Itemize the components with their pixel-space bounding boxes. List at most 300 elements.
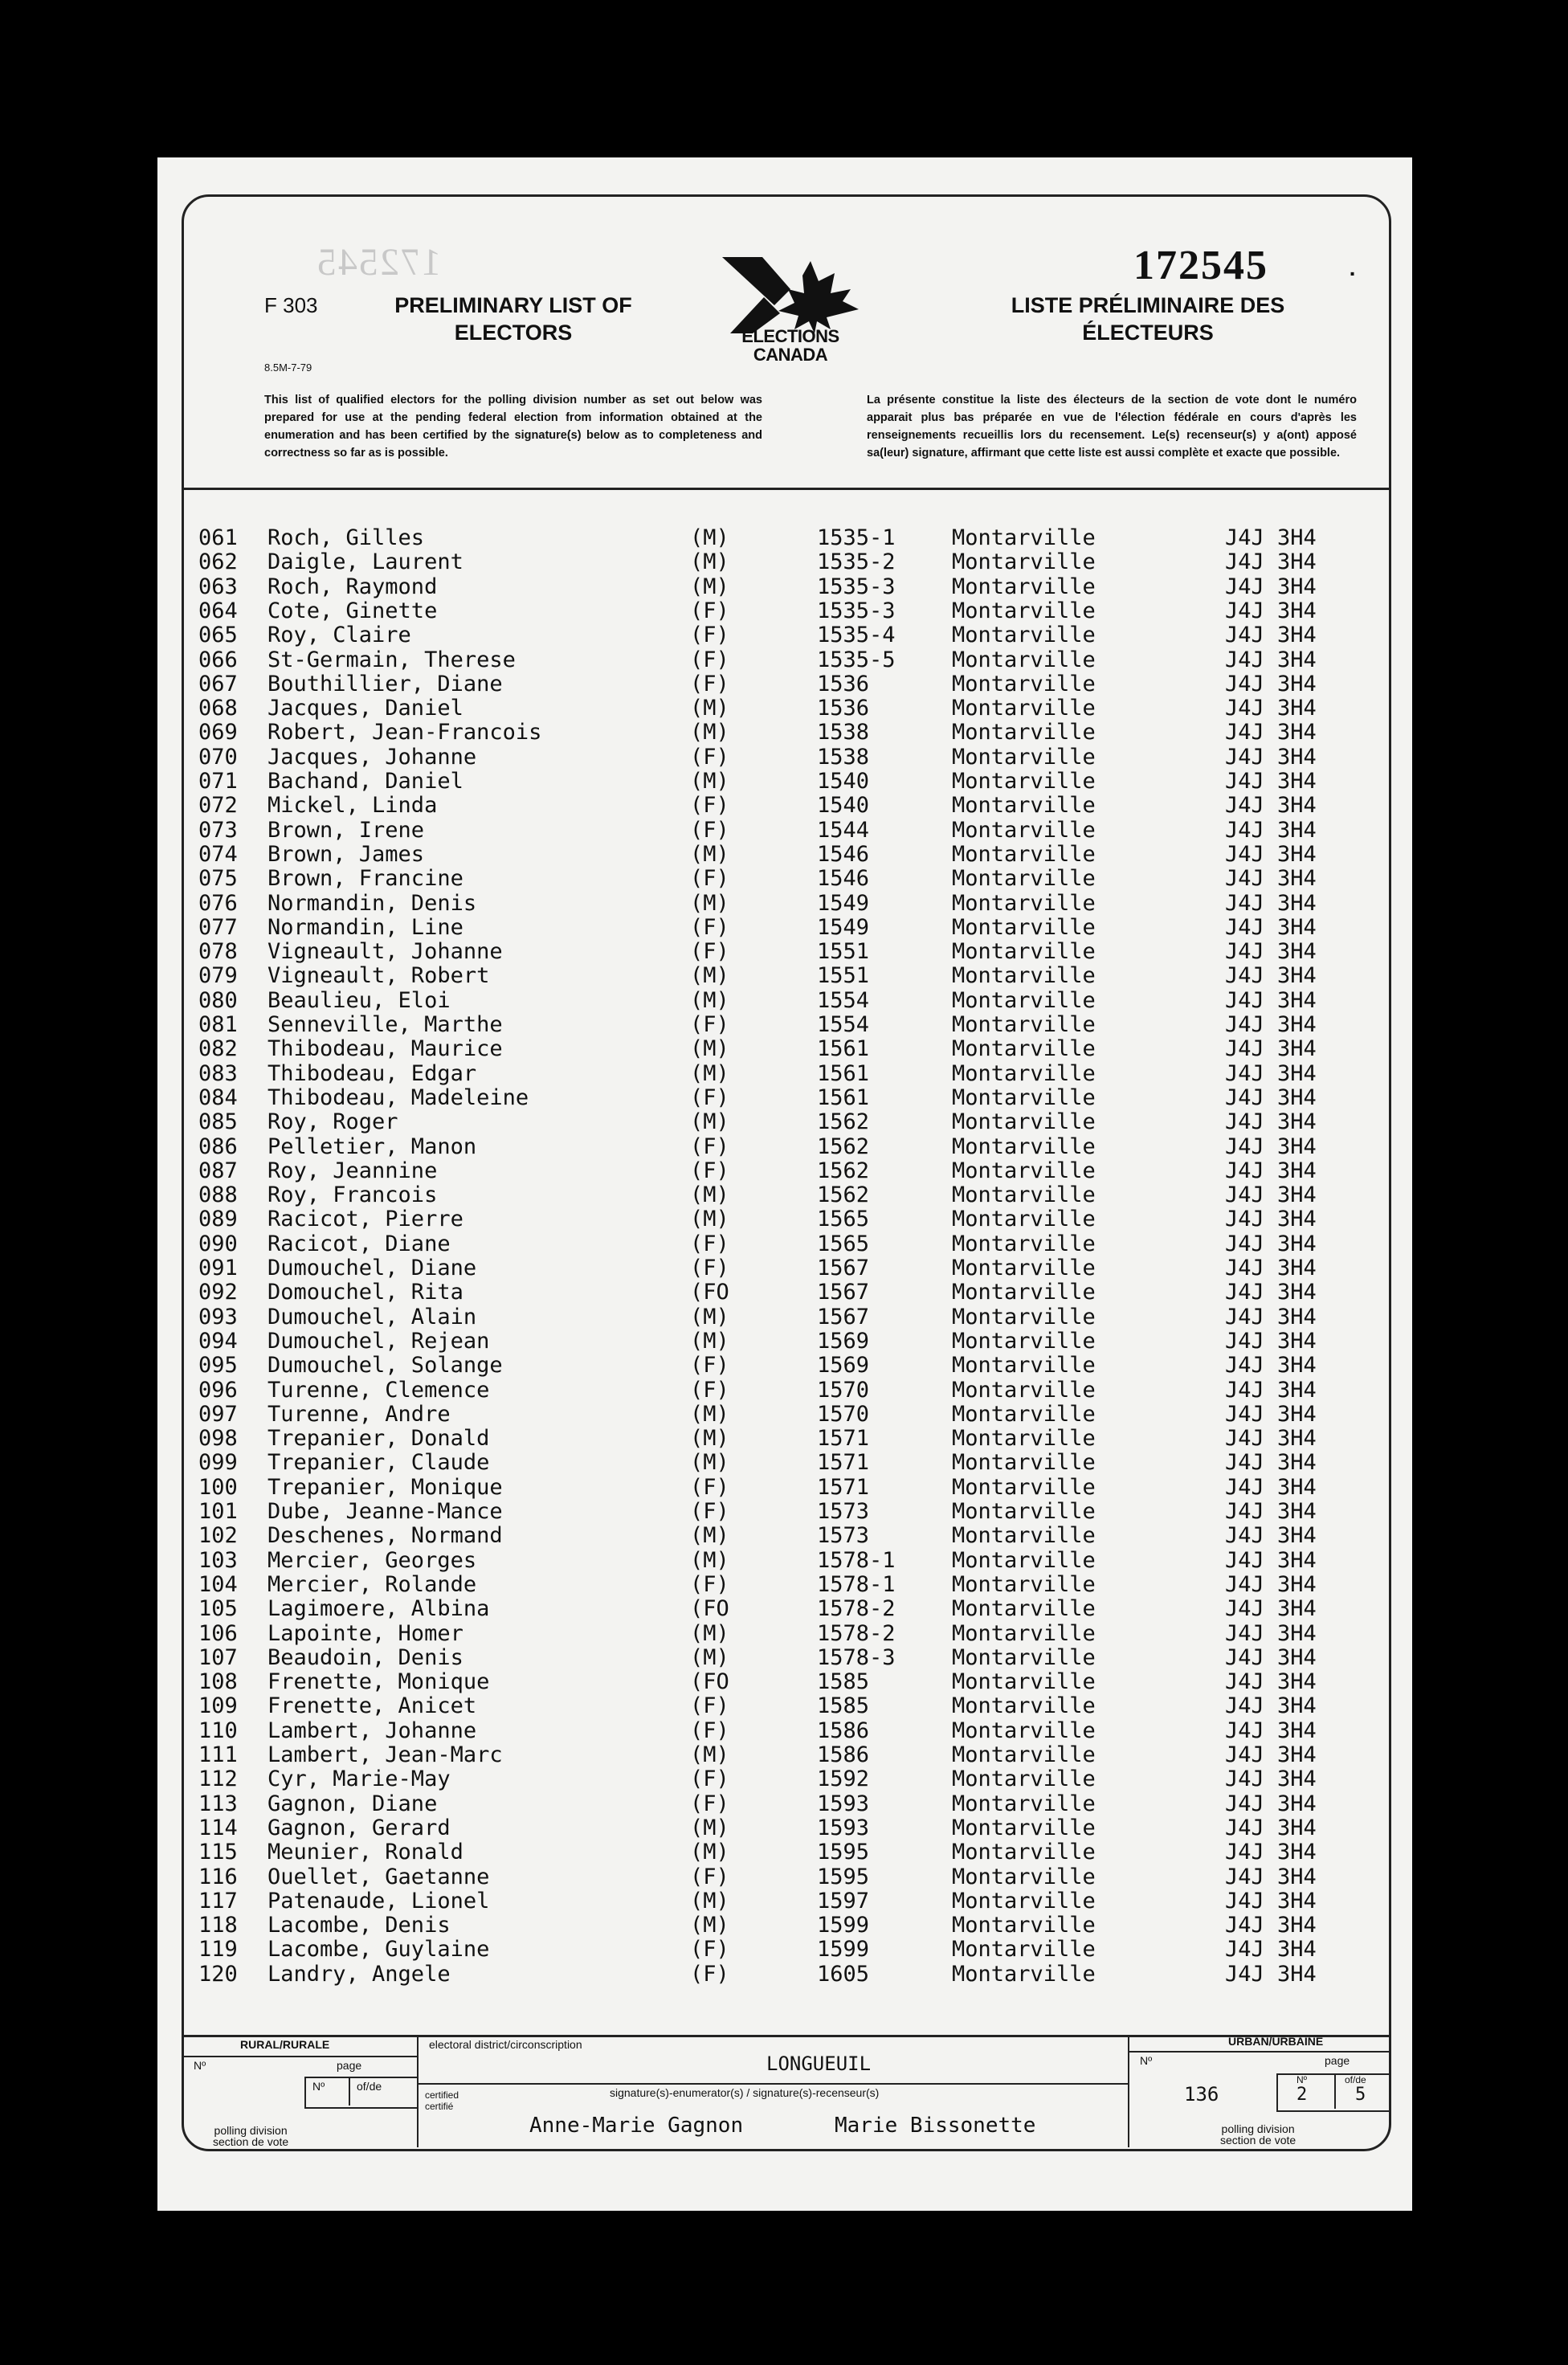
elector-sex: (F) bbox=[690, 1158, 729, 1183]
elector-postal-code: J4J 3H4 bbox=[1225, 1353, 1317, 1379]
elector-postal-code: J4J 3H4 bbox=[1225, 671, 1317, 696]
elector-postal-code: J4J 3H4 bbox=[1225, 1304, 1317, 1330]
elector-postal-code: J4J 3H4 bbox=[1225, 1523, 1317, 1549]
elector-number: 075 bbox=[198, 866, 238, 892]
elector-address: 1567 bbox=[817, 1304, 870, 1330]
elector-sex: (F) bbox=[690, 1499, 729, 1524]
elector-street: Montarville bbox=[952, 1401, 1096, 1427]
title-french: LISTE PRÉLIMINAIRE DES ÉLECTEURS bbox=[1011, 293, 1285, 345]
elector-name: Landry, Angele bbox=[267, 1961, 451, 1987]
elector-address: 1535-2 bbox=[817, 549, 896, 575]
elector-address: 1538 bbox=[817, 720, 870, 745]
elector-address: 1570 bbox=[817, 1377, 870, 1403]
elector-number: 093 bbox=[198, 1304, 238, 1330]
elector-postal-code: J4J 3H4 bbox=[1225, 1401, 1317, 1427]
footer bbox=[184, 2035, 1389, 2149]
elector-street: Montarville bbox=[952, 1012, 1096, 1037]
elector-postal-code: J4J 3H4 bbox=[1225, 841, 1317, 867]
elector-number: 073 bbox=[198, 817, 238, 843]
elector-street: Montarville bbox=[952, 1231, 1096, 1256]
elector-postal-code: J4J 3H4 bbox=[1225, 1109, 1317, 1135]
elector-address: 1578-1 bbox=[817, 1571, 896, 1597]
elector-street: Montarville bbox=[952, 1426, 1096, 1452]
elector-name: Roy, Francois bbox=[267, 1182, 438, 1208]
elector-name: Lagimoere, Albina bbox=[267, 1596, 490, 1622]
elector-street: Montarville bbox=[952, 1450, 1096, 1476]
elector-name: Robert, Jean-Francois bbox=[267, 720, 542, 745]
elector-address: 1562 bbox=[817, 1133, 870, 1159]
elector-name: Turenne, Clemence bbox=[267, 1377, 490, 1403]
elector-street: Montarville bbox=[952, 1742, 1096, 1767]
elector-address: 1536 bbox=[817, 671, 870, 696]
elector-postal-code: J4J 3H4 bbox=[1225, 1840, 1317, 1865]
elector-street: Montarville bbox=[952, 1840, 1096, 1865]
elector-number: 086 bbox=[198, 1133, 238, 1159]
elector-sex: (M) bbox=[690, 1644, 729, 1670]
elector-address: 1569 bbox=[817, 1353, 870, 1379]
elector-sex: (M) bbox=[690, 1182, 729, 1208]
elector-street: Montarville bbox=[952, 1718, 1096, 1743]
elector-sex: (M) bbox=[690, 1328, 729, 1354]
elector-name: Ouellet, Gaetanne bbox=[267, 1864, 490, 1889]
elector-address: 1585 bbox=[817, 1669, 870, 1695]
elector-number: 064 bbox=[198, 598, 238, 623]
signature-2: Marie Bissonette bbox=[835, 2114, 1036, 2138]
elector-sex: (F) bbox=[690, 1937, 729, 1963]
elector-street: Montarville bbox=[952, 1888, 1096, 1914]
elector-postal-code: J4J 3H4 bbox=[1225, 1767, 1317, 1792]
elector-address: 1538 bbox=[817, 744, 870, 770]
elector-sex: (M) bbox=[690, 1888, 729, 1914]
elector-sex: (M) bbox=[690, 1523, 729, 1549]
elector-postal-code: J4J 3H4 bbox=[1225, 1036, 1317, 1062]
elector-number: 069 bbox=[198, 720, 238, 745]
elector-name: Lapointe, Homer bbox=[267, 1620, 463, 1646]
elector-number: 120 bbox=[198, 1961, 238, 1987]
elector-name: Thibodeau, Madeleine bbox=[267, 1084, 529, 1110]
elector-street: Montarville bbox=[952, 1304, 1096, 1330]
elector-address: 1549 bbox=[817, 914, 870, 940]
elector-address: 1585 bbox=[817, 1693, 870, 1719]
elector-street: Montarville bbox=[952, 1669, 1096, 1695]
elector-address: 1554 bbox=[817, 1012, 870, 1037]
elector-number: 076 bbox=[198, 890, 238, 916]
elector-street: Montarville bbox=[952, 1207, 1096, 1232]
elector-street: Montarville bbox=[952, 793, 1096, 819]
elector-sex: (M) bbox=[690, 1620, 729, 1646]
elector-address: 1592 bbox=[817, 1767, 870, 1792]
elector-name: Racicot, Pierre bbox=[267, 1207, 463, 1232]
elector-postal-code: J4J 3H4 bbox=[1225, 1864, 1317, 1889]
elector-name: Turenne, Andre bbox=[267, 1401, 451, 1427]
elector-sex: (F) bbox=[690, 1864, 729, 1889]
elector-name: Trepanier, Donald bbox=[267, 1426, 490, 1452]
elector-postal-code: J4J 3H4 bbox=[1225, 1620, 1317, 1646]
elector-postal-code: J4J 3H4 bbox=[1225, 720, 1317, 745]
elector-postal-code: J4J 3H4 bbox=[1225, 866, 1317, 892]
elector-street: Montarville bbox=[952, 1280, 1096, 1305]
elector-sex: (F) bbox=[690, 647, 729, 672]
elector-name: Lacombe, Denis bbox=[267, 1913, 451, 1938]
elector-name: Bouthillier, Diane bbox=[267, 671, 503, 696]
elector-number: 095 bbox=[198, 1353, 238, 1379]
elector-street: Montarville bbox=[952, 549, 1096, 575]
certified-label: certified certifié bbox=[425, 2089, 459, 2112]
elector-name: Roy, Roger bbox=[267, 1109, 398, 1135]
document-sheet bbox=[157, 157, 1412, 2211]
elector-address: 1605 bbox=[817, 1961, 870, 1987]
elector-postal-code: J4J 3H4 bbox=[1225, 1888, 1317, 1914]
elector-address: 1562 bbox=[817, 1182, 870, 1208]
elector-postal-code: J4J 3H4 bbox=[1225, 744, 1317, 770]
intro-english: This list of qualified electors for the polling division number as set out below was prepared for use at the pending federal election from information obtained at the enumeration and has been certified by the signature(s) below as to completeness and correctness so far as is possible. bbox=[264, 394, 762, 460]
elector-address: 1536 bbox=[817, 696, 870, 721]
elector-sex: (F) bbox=[690, 1767, 729, 1792]
urban-label: URBAN/URBAINE bbox=[1228, 2035, 1324, 2048]
elector-street: Montarville bbox=[952, 1791, 1096, 1816]
elector-address: 1586 bbox=[817, 1718, 870, 1743]
elector-name: Normandin, Denis bbox=[267, 890, 477, 916]
elector-number: 061 bbox=[198, 525, 238, 550]
elector-sex: (F) bbox=[690, 1133, 729, 1159]
elector-sex: (F) bbox=[690, 598, 729, 623]
elector-name: Normandin, Line bbox=[267, 914, 463, 940]
elector-street: Montarville bbox=[952, 1328, 1096, 1354]
elector-name: Deschenes, Normand bbox=[267, 1523, 503, 1549]
elector-number: 080 bbox=[198, 987, 238, 1013]
elector-number: 082 bbox=[198, 1036, 238, 1062]
elector-street: Montarville bbox=[952, 1693, 1096, 1719]
elector-postal-code: J4J 3H4 bbox=[1225, 1133, 1317, 1159]
elector-sex: (M) bbox=[690, 963, 729, 989]
elector-number: 072 bbox=[198, 793, 238, 819]
elector-postal-code: J4J 3H4 bbox=[1225, 1791, 1317, 1816]
elector-sex: (F) bbox=[690, 1012, 729, 1037]
elector-number: 068 bbox=[198, 696, 238, 721]
page-total: 5 bbox=[1355, 2085, 1366, 2105]
elector-name: Gagnon, Gerard bbox=[267, 1815, 451, 1840]
elector-postal-code: J4J 3H4 bbox=[1225, 574, 1317, 599]
elector-number: 117 bbox=[198, 1888, 238, 1914]
elector-postal-code: J4J 3H4 bbox=[1225, 1547, 1317, 1573]
elector-number: 079 bbox=[198, 963, 238, 989]
elector-address: 1546 bbox=[817, 866, 870, 892]
elector-name: Frenette, Monique bbox=[267, 1669, 490, 1695]
elector-number: 065 bbox=[198, 623, 238, 648]
elector-number: 092 bbox=[198, 1280, 238, 1305]
elector-name: Meunier, Ronald bbox=[267, 1840, 463, 1865]
elector-street: Montarville bbox=[952, 1547, 1096, 1573]
elector-address: 1595 bbox=[817, 1840, 870, 1865]
elector-street: Montarville bbox=[952, 647, 1096, 672]
elector-street: Montarville bbox=[952, 525, 1096, 550]
elector-address: 1599 bbox=[817, 1937, 870, 1963]
elector-postal-code: J4J 3H4 bbox=[1225, 1426, 1317, 1452]
elector-number: 067 bbox=[198, 671, 238, 696]
elector-street: Montarville bbox=[952, 1961, 1096, 1987]
elector-street: Montarville bbox=[952, 1864, 1096, 1889]
elector-sex: (M) bbox=[690, 841, 729, 867]
elector-name: Roy, Claire bbox=[267, 623, 411, 648]
elector-sex: (FO bbox=[690, 1280, 729, 1305]
elector-name: Beaudoin, Denis bbox=[267, 1644, 463, 1670]
elector-postal-code: J4J 3H4 bbox=[1225, 1328, 1317, 1354]
elector-postal-code: J4J 3H4 bbox=[1225, 987, 1317, 1013]
elector-number: 107 bbox=[198, 1644, 238, 1670]
rural-rule bbox=[184, 2056, 417, 2057]
elector-postal-code: J4J 3H4 bbox=[1225, 1571, 1317, 1597]
elector-street: Montarville bbox=[952, 987, 1096, 1013]
elector-postal-code: J4J 3H4 bbox=[1225, 1937, 1317, 1963]
elector-postal-code: J4J 3H4 bbox=[1225, 1256, 1317, 1281]
elector-name: Roy, Jeannine bbox=[267, 1158, 438, 1183]
elector-address: 1551 bbox=[817, 963, 870, 989]
elector-sex: (F) bbox=[690, 1474, 729, 1500]
elector-name: Bachand, Daniel bbox=[267, 769, 463, 794]
elector-number: 066 bbox=[198, 647, 238, 672]
elector-street: Montarville bbox=[952, 598, 1096, 623]
elector-name: Mercier, Rolande bbox=[267, 1571, 477, 1597]
elector-name: Thibodeau, Maurice bbox=[267, 1036, 503, 1062]
elector-street: Montarville bbox=[952, 1913, 1096, 1938]
elector-street: Montarville bbox=[952, 1474, 1096, 1500]
elector-number: 078 bbox=[198, 939, 238, 965]
elector-street: Montarville bbox=[952, 841, 1096, 867]
elector-name: Jacques, Daniel bbox=[267, 696, 463, 721]
elector-address: 1561 bbox=[817, 1084, 870, 1110]
elector-number: 103 bbox=[198, 1547, 238, 1573]
elector-number: 094 bbox=[198, 1328, 238, 1354]
elector-name: Dube, Jeanne-Mance bbox=[267, 1499, 503, 1524]
elector-name: Cote, Ginette bbox=[267, 598, 438, 623]
elector-address: 1546 bbox=[817, 841, 870, 867]
elector-address: 1561 bbox=[817, 1036, 870, 1062]
elector-postal-code: J4J 3H4 bbox=[1225, 1450, 1317, 1476]
elector-street: Montarville bbox=[952, 1571, 1096, 1597]
elector-postal-code: J4J 3H4 bbox=[1225, 1207, 1317, 1232]
rural-page-sep bbox=[349, 2077, 350, 2106]
elector-address: 1540 bbox=[817, 793, 870, 819]
elector-number: 087 bbox=[198, 1158, 238, 1183]
elector-name: Cyr, Marie-May bbox=[267, 1767, 451, 1792]
elector-sex: (F) bbox=[690, 1791, 729, 1816]
elector-street: Montarville bbox=[952, 1158, 1096, 1183]
elector-number: 090 bbox=[198, 1231, 238, 1256]
elector-street: Montarville bbox=[952, 744, 1096, 770]
elector-address: 1551 bbox=[817, 939, 870, 965]
elector-street: Montarville bbox=[952, 817, 1096, 843]
elector-postal-code: J4J 3H4 bbox=[1225, 525, 1317, 550]
elector-postal-code: J4J 3H4 bbox=[1225, 769, 1317, 794]
elector-address: 1562 bbox=[817, 1158, 870, 1183]
elector-name: Pelletier, Manon bbox=[267, 1133, 477, 1159]
elector-address: 1578-2 bbox=[817, 1596, 896, 1622]
elector-number: 114 bbox=[198, 1815, 238, 1840]
elector-number: 108 bbox=[198, 1669, 238, 1695]
elector-postal-code: J4J 3H4 bbox=[1225, 817, 1317, 843]
urban-rule bbox=[1128, 2051, 1391, 2053]
logo-text: ELECTIONS CANADA bbox=[741, 326, 839, 365]
elector-street: Montarville bbox=[952, 1353, 1096, 1379]
urban-page-label: page bbox=[1325, 2054, 1350, 2067]
elector-postal-code: J4J 3H4 bbox=[1225, 1474, 1317, 1500]
district-name: LONGUEUIL bbox=[766, 2053, 872, 2075]
urban-no-label: Nº bbox=[1140, 2054, 1153, 2067]
elector-sex: (FO bbox=[690, 1596, 729, 1622]
polling-number: 136 bbox=[1184, 2083, 1219, 2106]
elector-street: Montarville bbox=[952, 939, 1096, 965]
elector-sex: (M) bbox=[690, 1547, 729, 1573]
elector-name: Dumouchel, Diane bbox=[267, 1256, 477, 1281]
elector-address: 1540 bbox=[817, 769, 870, 794]
elector-name: Roch, Gilles bbox=[267, 525, 425, 550]
elector-address: 1535-4 bbox=[817, 623, 896, 648]
elector-postal-code: J4J 3H4 bbox=[1225, 939, 1317, 965]
elector-street: Montarville bbox=[952, 623, 1096, 648]
elector-name: Brown, Irene bbox=[267, 817, 425, 843]
elector-sex: (M) bbox=[690, 1450, 729, 1476]
elector-number: 084 bbox=[198, 1084, 238, 1110]
elector-address: 1578-2 bbox=[817, 1620, 896, 1646]
elector-postal-code: J4J 3H4 bbox=[1225, 890, 1317, 916]
elector-postal-code: J4J 3H4 bbox=[1225, 1961, 1317, 1987]
elector-number: 100 bbox=[198, 1474, 238, 1500]
elector-sex: (M) bbox=[690, 1304, 729, 1330]
elector-address: 1578-3 bbox=[817, 1644, 896, 1670]
elector-sex: (M) bbox=[690, 1036, 729, 1062]
elector-number: 063 bbox=[198, 574, 238, 599]
serial-mark: · bbox=[1349, 261, 1357, 286]
elector-postal-code: J4J 3H4 bbox=[1225, 1499, 1317, 1524]
elector-address: 1593 bbox=[817, 1815, 870, 1840]
elector-postal-code: J4J 3H4 bbox=[1225, 696, 1317, 721]
elector-sex: (FO bbox=[690, 1669, 729, 1695]
elector-sex: (M) bbox=[690, 1207, 729, 1232]
elector-sex: (M) bbox=[690, 720, 729, 745]
elector-number: 101 bbox=[198, 1499, 238, 1524]
elector-sex: (F) bbox=[690, 623, 729, 648]
elector-address: 1586 bbox=[817, 1742, 870, 1767]
rural-no-label: Nº bbox=[194, 2059, 206, 2072]
elector-number: 118 bbox=[198, 1913, 238, 1938]
elector-number: 096 bbox=[198, 1377, 238, 1403]
elector-sex: (F) bbox=[690, 817, 729, 843]
rural-polling-label: polling division section de vote bbox=[213, 2124, 289, 2148]
elector-address: 1569 bbox=[817, 1328, 870, 1354]
page-number: 2 bbox=[1296, 2085, 1308, 2105]
elector-address: 1549 bbox=[817, 890, 870, 916]
elector-name: Dumouchel, Alain bbox=[267, 1304, 477, 1330]
elector-sex: (F) bbox=[690, 1377, 729, 1403]
rural-of-label: of/de bbox=[357, 2080, 382, 2093]
elector-address: 1567 bbox=[817, 1256, 870, 1281]
elector-number: 081 bbox=[198, 1012, 238, 1037]
elector-street: Montarville bbox=[952, 1377, 1096, 1403]
elector-address: 1535-3 bbox=[817, 598, 896, 623]
elector-name: Jacques, Johanne bbox=[267, 744, 477, 770]
elector-number: 097 bbox=[198, 1401, 238, 1427]
elector-name: Thibodeau, Edgar bbox=[267, 1060, 477, 1086]
header-divider bbox=[184, 488, 1389, 490]
elector-name: Brown, Francine bbox=[267, 866, 463, 892]
elector-postal-code: J4J 3H4 bbox=[1225, 1182, 1317, 1208]
elector-postal-code: J4J 3H4 bbox=[1225, 549, 1317, 575]
elector-street: Montarville bbox=[952, 1767, 1096, 1792]
elector-postal-code: J4J 3H4 bbox=[1225, 1644, 1317, 1670]
elector-address: 1535-3 bbox=[817, 574, 896, 599]
elector-number: 115 bbox=[198, 1840, 238, 1865]
elector-address: 1571 bbox=[817, 1450, 870, 1476]
elector-address: 1565 bbox=[817, 1231, 870, 1256]
elector-name: Trepanier, Monique bbox=[267, 1474, 503, 1500]
elector-name: Dumouchel, Solange bbox=[267, 1353, 503, 1379]
rural-page-no-label: Nº bbox=[312, 2080, 325, 2093]
elector-address: 1571 bbox=[817, 1474, 870, 1500]
district-label: electoral district/circonscription bbox=[429, 2038, 582, 2051]
elector-name: Senneville, Marthe bbox=[267, 1012, 503, 1037]
elector-postal-code: J4J 3H4 bbox=[1225, 1012, 1317, 1037]
elector-street: Montarville bbox=[952, 671, 1096, 696]
elector-address: 1573 bbox=[817, 1523, 870, 1549]
elector-address: 1578-1 bbox=[817, 1547, 896, 1573]
elector-sex: (M) bbox=[690, 696, 729, 721]
elector-street: Montarville bbox=[952, 914, 1096, 940]
urban-polling-label: polling division section de vote bbox=[1220, 2122, 1296, 2146]
elector-postal-code: J4J 3H4 bbox=[1225, 1231, 1317, 1256]
elector-name: Beaulieu, Eloi bbox=[267, 987, 451, 1013]
elector-number: 089 bbox=[198, 1207, 238, 1232]
elector-sex: (F) bbox=[690, 1571, 729, 1597]
elector-name: Patenaude, Lionel bbox=[267, 1888, 490, 1914]
elector-address: 1561 bbox=[817, 1060, 870, 1086]
elector-number: 099 bbox=[198, 1450, 238, 1476]
elector-sex: (F) bbox=[690, 1084, 729, 1110]
elector-sex: (F) bbox=[690, 1256, 729, 1281]
elector-address: 1535-5 bbox=[817, 647, 896, 672]
elector-sex: (M) bbox=[690, 574, 729, 599]
elector-address: 1567 bbox=[817, 1280, 870, 1305]
elector-street: Montarville bbox=[952, 963, 1096, 989]
elector-sex: (M) bbox=[690, 1060, 729, 1086]
elector-name: Frenette, Anicet bbox=[267, 1693, 477, 1719]
elector-name: Vigneault, Robert bbox=[267, 963, 490, 989]
elector-number: 104 bbox=[198, 1571, 238, 1597]
elector-street: Montarville bbox=[952, 1596, 1096, 1622]
elector-street: Montarville bbox=[952, 866, 1096, 892]
urban-of-label: of/de bbox=[1345, 2074, 1366, 2085]
rural-page-label: page bbox=[337, 2059, 362, 2072]
elector-street: Montarville bbox=[952, 1523, 1096, 1549]
elector-number: 109 bbox=[198, 1693, 238, 1719]
urban-page-no-label: Nº bbox=[1296, 2074, 1308, 2085]
elector-address: 1595 bbox=[817, 1864, 870, 1889]
elector-sex: (M) bbox=[690, 1401, 729, 1427]
title-english: PRELIMINARY LIST OF ELECTORS bbox=[394, 293, 632, 345]
elector-address: 1535-1 bbox=[817, 525, 896, 550]
elector-street: Montarville bbox=[952, 769, 1096, 794]
elector-address: 1571 bbox=[817, 1426, 870, 1452]
form-number: F 303 bbox=[264, 293, 318, 317]
elector-postal-code: J4J 3H4 bbox=[1225, 1596, 1317, 1622]
elector-street: Montarville bbox=[952, 1036, 1096, 1062]
elector-street: Montarville bbox=[952, 1182, 1096, 1208]
elector-address: 1554 bbox=[817, 987, 870, 1013]
elector-address: 1565 bbox=[817, 1207, 870, 1232]
elector-name: Lambert, Jean-Marc bbox=[267, 1742, 503, 1767]
elector-name: Mercier, Georges bbox=[267, 1547, 477, 1573]
elector-sex: (F) bbox=[690, 939, 729, 965]
elector-number: 111 bbox=[198, 1742, 238, 1767]
